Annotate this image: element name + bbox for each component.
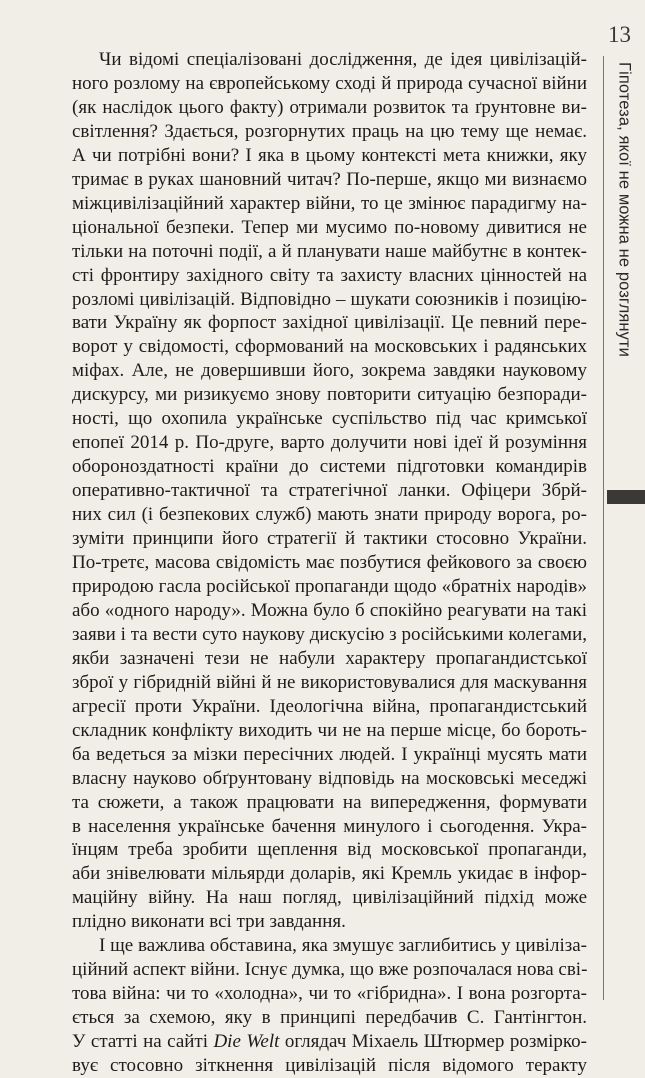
text-line: ціональної безпеки. Тепер ми мусимо по-новому дивитися не [72,216,587,238]
newspaper-title: Die Welt [213,1031,280,1053]
text-line: агресії проти України. Ідеологічна війна, пропагандистський [72,695,587,717]
text-line: това війна: чи то «холодна», чи то «гібридна». І вона розгорта- [72,983,587,1005]
text-line: обороноздатності країни до системи підготовки командирів [72,456,587,478]
text-line: плідно виконати всі три завдання. [72,911,346,933]
text-line: (як наслідок цього факту) отримали розвиток та ґрунтовне ви- [72,96,587,118]
text-line-mixed [72,1054,587,1078]
thumb-tab-marker [607,490,645,504]
text-line: ності, що охопила українське суспільство під час кримської [72,408,587,430]
text-line: тримає в руках шановний читач? По-перше, якщо ми визнаємо [72,168,587,190]
text-line: ворот у свідомості, сформований на московських і радянських [72,336,587,358]
text-line: маційну війну. На наш погляд, цивілізаційний підхід може [72,887,587,909]
text-line: аби знівелювати мільярди доларів, які Кремль укидає в інфор- [72,863,587,885]
text-line-mixed [72,1030,587,1054]
text-line: світлення? Здається, розгорнутих праць на цю тему ще немає. [72,120,587,142]
text-line: складник конфлікту виходить чи не на перше місце, бо бороть- [72,719,587,741]
text-line: їнцям треба зробити щеплення від московської пропаганди, [72,839,587,861]
margin-rule [603,56,604,1000]
text-line: тільки на поточні події, а й планувати наше майбутнє в контек- [72,240,587,262]
text-run: в [72,1055,81,1077]
text-line: розломі цивілізацій. Відповідно – шукати союзників і позицію- [72,288,587,310]
text-line: власну науково обґрунтовану відповідь на московські меседжі [72,767,587,789]
text-line: сті фронтиру західного світу та захисту власних цінностей на [72,264,587,286]
text-line: вати Україну як форпост західної цивілізації. Це певний пере- [72,312,587,334]
text-line: та сюжети, а також працювати на випередження, формувати [72,791,587,813]
text-line: епопеї 2014 р. По-друге, варто долучити нові ідеї й розуміння [72,432,587,454]
text-line: ційний аспект війни. Існує думка, що вже розпочалася нова сві- [72,959,588,981]
text-line: дискурсу, ми ризикуємо знову повторити ситуацію безпоради- [72,384,587,406]
body-text [72,48,587,1078]
text-line: або «одного народу». Можна було б спокійно реагувати на такі [72,599,587,621]
running-head: Гіпотеза, якої не можна не розглянути [615,62,634,357]
text-line: природою гасла російської пропаганди щодо «братніх народів» [72,575,587,597]
text-line: Чи відомі спеціалізовані дослідження, де ідея цивілізацій- [99,49,587,70]
text-line: зуміти принципи його стратегії й тактики стосовно України. [72,528,587,550]
text-line: в населення українське бачення минулого і сьогодення. Укра- [72,815,587,837]
text-line: них сил (і безпекових служб) мають знати природу ворога, ро- [72,504,587,526]
text-line: якби зазначені тези не набули характеру пропагандистської [72,647,587,669]
text-line: міфах. Але, не довершивши його, зокрема завдяки науковому [72,360,587,382]
paragraph-1 [72,48,587,934]
text-line: заяви і та вести суто наукову дискусію з російськими колегами, [72,623,587,645]
text-line: По-третє, масова свідомість має позбутися фейкового за своєю [72,552,587,574]
text-line: ється за схемою, яку в принципі передбачив С. Гантінгтон. [72,1007,587,1029]
page-number: 13 [608,22,631,47]
text-line: оперативно-тактичної та стратегічної ланки. Офіцери Збрй- [72,480,587,502]
text-run: ує стосовно зіткнення цивілізацій після відомого теракту [80,1055,587,1077]
text-line: міжцивілізаційний характер війни, то це змінює парадигму на- [72,192,587,214]
text-line: ба ведеться за мізки пересічних людей. І українці мусять мати [72,743,587,765]
text-line: А чи потрібні вони? І яка в цьому контексті мета книжки, яку [72,144,587,166]
text-line: зброї у гібридній війні й не використовувалися для маскування [72,671,587,693]
text-run: У статті на сайті [72,1031,214,1053]
text-line: ного розлому на європейському сході й природа сучасної війни [72,72,587,94]
text-run: оглядач Міхаель Штюрмер розмірко- [279,1031,587,1053]
text-line: І ще важлива обставина, яка змушує заглибитись у цивіліза- [99,935,587,957]
paragraph-2 [72,934,587,1078]
